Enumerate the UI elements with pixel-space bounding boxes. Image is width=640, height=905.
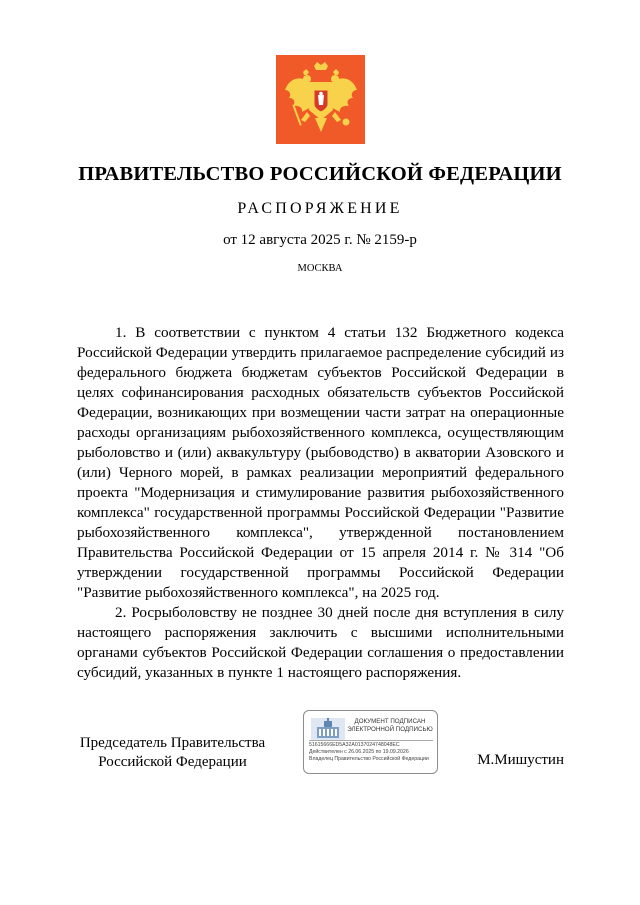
paragraph-1: 1. В соответствии с пунктом 4 статьи 132 Бюджетного кодекса Российской Федерации утвердить прилагаемое распределение субсидий из федерального бюджета бюджетам субъектов Российской Федерации в целях софинансирования расходных обязательств субъектов Российской Федерации, возникающих при возмещении части затрат на операционные расходы организациям рыбохозяйственного комплекса, осуществляющим рыболовство и (или) аквакультуру (рыбоводство) в акватории Азовского и (или) Черного морей, в рамках реализации мероприятий федерального проекта "Модернизация и стимулирование развития рыбохозяйственного комплекса" государственной программы Российской Федерации "Развитие рыбохозяйственного комплекса", утвержденной постановлением Правительства Российской Федерации от 15 апреля 2014 г. № 314 "Об утверждении государственной программы Российской Федерации "Развитие рыбохозяйственного комплекса", на 2025 год. [77,324,564,601]
document-body [77,323,564,683]
government-building-icon [311,718,345,740]
stamp-heading-line-2: ЭЛЕКТРОННОЙ ПОДПИСЬЮ [347,726,433,733]
stamp-certificate: 51615666ED5A32A0137024748048EC [309,742,400,748]
government-title: ПРАВИТЕЛЬСТВО РОССИЙСКОЙ ФЕДЕРАЦИИ [78,163,562,185]
document-date-number: от 12 августа 2025 г. № 2159-р [223,232,417,248]
electronic-signature-stamp [303,710,438,774]
signer-title-line-1: Председатель Правительства [79,735,266,751]
paragraph-2: 2. Росрыболовству не позднее 30 дней после дня вступления в силу настоящего распоряжения заключить с высшими исполнительными органами субъектов Российской Федерации соглашения о предоставлении субсидий, указанных в пункте 1 настоящего распоряжения. [77,604,564,681]
signer-name: М.Мишустин [477,752,564,768]
double-headed-eagle-icon [283,60,359,140]
stamp-heading-line-1: ДОКУМЕНТ ПОДПИСАН [354,718,426,725]
document-type: РАСПОРЯЖЕНИЕ [237,200,403,217]
signer-title-line-2: Российской Федерации [98,754,247,770]
document-city: МОСКВА [297,263,343,274]
stamp-owner: Владелец Правительство Российской Федерации [309,756,429,762]
stamp-heading [346,718,434,734]
stamp-divider [309,740,433,741]
stamp-validity: Действителен с 26.06.2025 по 19.09.2026 [309,749,409,755]
stamp-details [309,742,437,763]
signer-title [60,734,285,772]
coat-of-arms-icon [276,55,365,144]
